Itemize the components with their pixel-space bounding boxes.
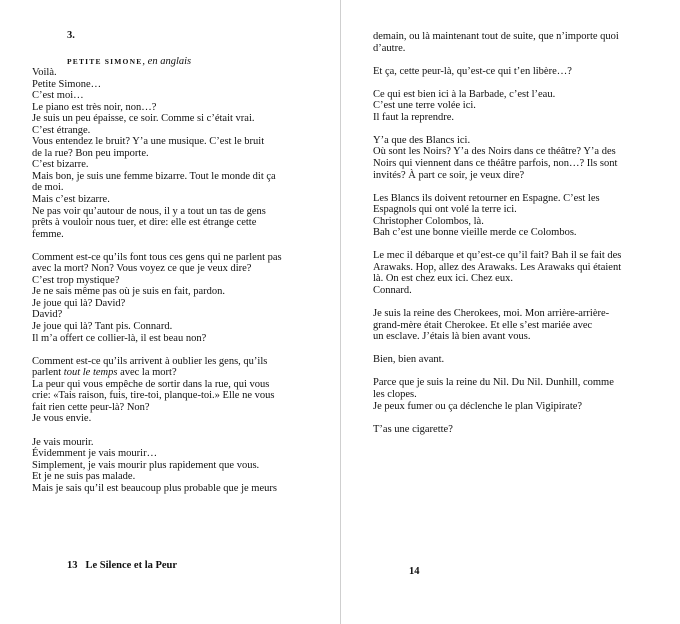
- paragraph-gap: [373, 297, 673, 309]
- text-line: Comment est-ce qu’ils arrivent à oublier les gens, qu’ils: [32, 355, 268, 367]
- text-line: Je vais mourir.: [32, 436, 94, 448]
- text-line: Je joue qui là? Tant pis. Connard.: [32, 321, 173, 333]
- paragraph-gap: [373, 343, 673, 355]
- paragraph-gap: [32, 240, 332, 252]
- paragraph-gap: [373, 366, 673, 378]
- text-line: Je peux fumer ou ça déclenche le plan Vigipirate?: [373, 400, 583, 412]
- text-line: Voilà.: [32, 67, 57, 78]
- text-line: Je suis un peu épaisse, ce soir. Comme si c’était vrai.: [32, 113, 255, 125]
- page-number: 13: [67, 560, 78, 571]
- paragraph-gap: [373, 77, 673, 89]
- text-line: avec la mort? Non? Vous voyez ce que je veux dire?: [32, 263, 252, 275]
- text-line: Je suis la reine des Cherokees, moi. Mon arrière-arrière-: [373, 308, 610, 320]
- paragraph-gap: [32, 425, 332, 437]
- text-line: C’est étrange.: [32, 124, 91, 136]
- text-line: Christopher Colombos, là.: [373, 215, 484, 227]
- text-line: Le mec il débarque et qu’est-ce qu’il fait? Bah il se fait des: [373, 250, 622, 262]
- text-line: Il m’a offert ce collier-là, il est beau non?: [32, 332, 207, 344]
- text-line: Je vous envie.: [32, 413, 92, 425]
- running-title: Le Silence et la Peur: [85, 560, 178, 571]
- text-line: femme.: [32, 228, 64, 240]
- text-line: Mais je sais qu’il est beaucoup plus probable que je meurs: [32, 482, 277, 494]
- text-line: Comment est-ce qu’ils font tous ces gens qui ne parlent pas: [32, 251, 282, 263]
- text-line: Mais c’est bizarre.: [32, 194, 110, 206]
- text-line: là. On est chez eux ici. Chez eux.: [373, 273, 513, 285]
- text-line: invités? À part ce soir, je veux dire?: [373, 169, 525, 181]
- emphasis: tout le temps: [63, 367, 118, 379]
- speaker-name: PETITE SIMONE: [67, 57, 143, 66]
- text-line: Vous entendez le bruit? Y’a une musique. C’est le bruit: [32, 136, 265, 148]
- text-line: parlent tout le temps avec la mort?: [32, 367, 177, 379]
- text-line: Et ça, cette peur-là, qu’est-ce qui t’en libère…?: [373, 65, 572, 77]
- text-line: C’est une terre volée ici.: [373, 100, 476, 112]
- scene-number: 3.: [67, 30, 75, 41]
- text-line: de moi.: [32, 182, 64, 194]
- text-line: Je joue qui là? David?: [32, 297, 126, 309]
- text-line: David?: [32, 309, 63, 321]
- text-line: Noirs qui viennent dans ce théâtre parfois, non…? Ils sont: [373, 158, 618, 170]
- paragraph-gap: [32, 344, 332, 356]
- text-line: C’est bizarre.: [32, 159, 89, 171]
- text-line: Ce qui est bien ici à la Barbade, c’est l’eau.: [373, 88, 556, 100]
- text-line: C’est moi…: [32, 90, 84, 102]
- text-line: Je ne sais même pas où je suis en fait, pardon.: [32, 286, 226, 298]
- left-page-footer: [67, 560, 177, 571]
- paragraph-gap: [373, 239, 673, 251]
- right-page-text: [373, 31, 673, 435]
- text-line: La peur qui vous empêche de sortir dans la rue, qui vous: [32, 378, 270, 390]
- text-line: fait rien cette peur-là? Non?: [32, 401, 150, 413]
- text-line: Le piano est très noir, non…?: [32, 101, 157, 113]
- text-line: Évidemment je vais mourir…: [32, 448, 158, 460]
- page-number: 14: [409, 566, 420, 577]
- text-line: Mais bon, je suis une femme bizarre. Tout le monde dit ça: [32, 170, 276, 182]
- text-line: T’as une cigarette?: [373, 423, 453, 435]
- text-line: Les Blancs ils doivent retourner en Espagne. C’est les: [373, 192, 600, 204]
- text-line: de la rue? Bon peu importe.: [32, 147, 149, 159]
- text-line: Bah c’est une bonne vieille merde ce Colombos.: [373, 227, 577, 239]
- text-line: demain, ou là maintenant tout de suite, que n’importe quoi: [373, 31, 619, 42]
- right-page: [341, 0, 680, 624]
- left-page-text: [32, 67, 332, 494]
- text-line: Petite Simone…: [32, 78, 102, 90]
- text-line: Parce que je suis la reine du Nil. Du Nil. Dunhill, comme: [373, 377, 614, 389]
- text-line: d’autre.: [373, 42, 406, 54]
- text-line: Il faut la reprendre.: [373, 111, 455, 123]
- paragraph-gap: [373, 412, 673, 424]
- stage-direction: , en anglais: [142, 56, 192, 67]
- text-line: les clopes.: [373, 388, 417, 400]
- text-line: Où sont les Noirs? Y’a des Noirs dans ce théâtre? Y’a des: [373, 146, 616, 158]
- text-line: Espagnols qui ont volé la terre ici.: [373, 204, 517, 216]
- text-line: Arawaks. Hop, allez des Arawaks. Les Arawaks qui étaient: [373, 261, 622, 273]
- text-line: Simplement, je vais mourir plus rapidement que vous.: [32, 459, 260, 471]
- text-line: grand-mère était Cherokee. Et elle s’est mariée avec: [373, 319, 593, 331]
- speaker-line: [67, 56, 191, 67]
- text-line: Connard.: [373, 285, 412, 297]
- text-line: prêts à vouloir nous tuer, et dire: elle est étrange cette: [32, 217, 257, 229]
- text-line: Bien, bien avant.: [373, 354, 445, 366]
- text-line: Et je ne suis pas malade.: [32, 471, 136, 483]
- text-line: Ne pas voir qu’autour de nous, il y a tout un tas de gens: [32, 205, 266, 217]
- paragraph-gap: [373, 54, 673, 66]
- paragraph-gap: [373, 123, 673, 135]
- text-line: C’est trop mystique?: [32, 274, 120, 286]
- paragraph-gap: [373, 181, 673, 193]
- text-line: Y’a que des Blancs ici.: [373, 134, 471, 146]
- text-line: crie: «Tais raison, fuis, tire-toi, planque-toi.» Elle ne vous: [32, 390, 275, 402]
- text-line: un esclave. J’étais là bien avant vous.: [373, 331, 531, 343]
